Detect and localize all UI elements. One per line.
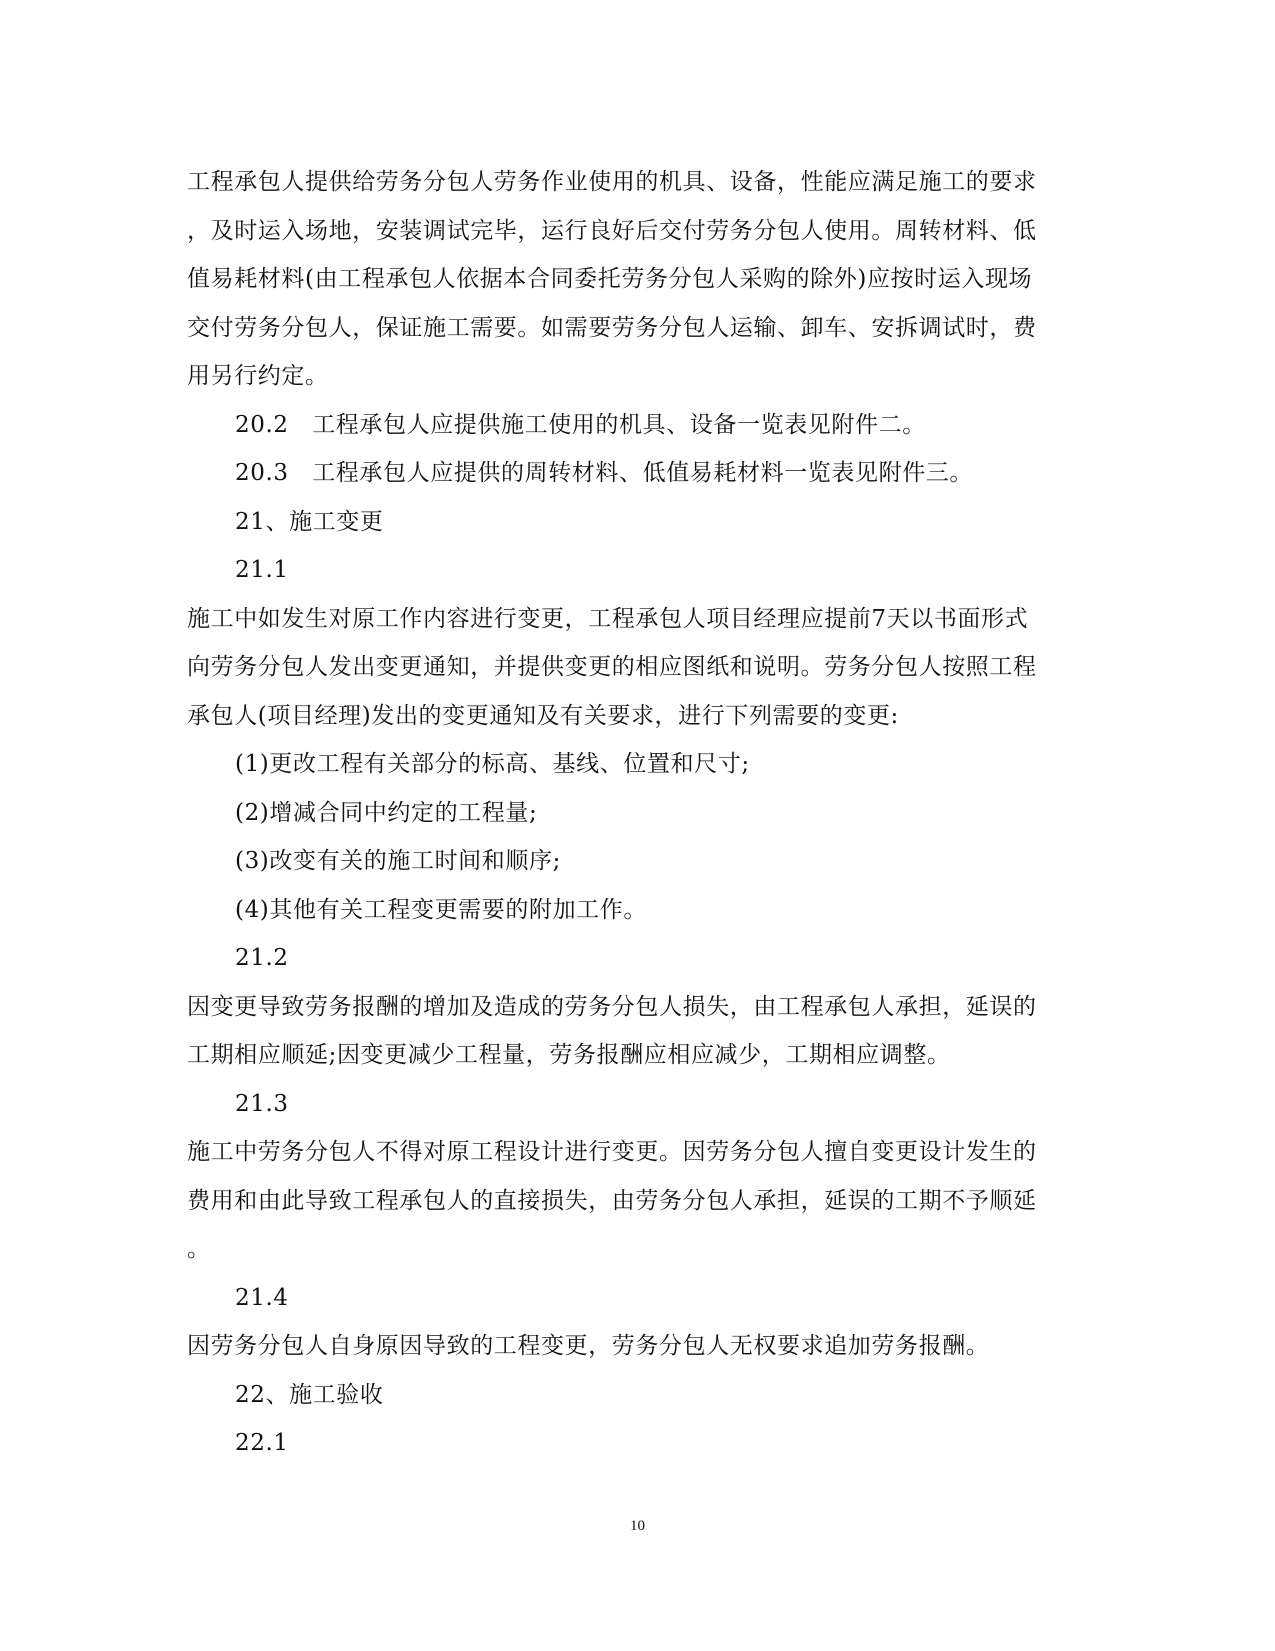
list-item-4: (4)其他有关工程变更需要的附加工作。 <box>235 896 647 923</box>
text-line: 交付劳务分包人，保证施工需要。如需要劳务分包人运输、卸车、安拆调试时，费 <box>187 314 1037 341</box>
text-line: 施工中劳务分包人不得对原工程设计进行变更。因劳务分包人擅自变更设计发生的 <box>187 1139 1037 1165</box>
list-item-3: (3)改变有关的施工时间和顺序; <box>235 848 561 874</box>
text-line: 值易耗材料(由工程承包人依据本合同委托劳务分包人采购的除外)应按时运入现场 <box>187 266 1033 292</box>
text-line: 工期相应顺延;因变更减少工程量，劳务报酬应相应减少，工期相应调整。 <box>187 1042 951 1068</box>
list-item-1: (1)更改工程有关部分的标高、基线、位置和尺寸; <box>235 751 750 777</box>
clause-20-2: 20.2 工程承包人应提供施工使用的机具、设备一览表见附件二。 <box>235 411 926 438</box>
text-line: 向劳务分包人发出变更通知，并提供变更的相应图纸和说明。劳务分包人按照工程 <box>187 654 1037 680</box>
text-line: 费用和由此导致工程承包人的直接损失，由劳务分包人承担，延误的工期不予顺延 <box>187 1187 1037 1214</box>
text-line: 工程承包人提供给劳务分包人劳务作业使用的机具、设备，性能应满足施工的要求 <box>187 169 1037 195</box>
clause-number-21-2: 21.2 <box>235 945 289 971</box>
section-heading-22: 22、施工验收 <box>235 1381 384 1408</box>
clause-number-22-1: 22.1 <box>235 1430 289 1456</box>
clause-number-21-1: 21.1 <box>235 557 289 583</box>
text-line: 承包人(项目经理)发出的变更通知及有关要求，进行下列需要的变更: <box>187 702 899 729</box>
text-line: 施工中如发生对原工作内容进行变更，工程承包人项目经理应提前7天以书面形式 <box>187 605 1029 632</box>
text-line: 因变更导致劳务报酬的增加及造成的劳务分包人损失，由工程承包人承担，延误的 <box>187 993 1037 1020</box>
text-line: ，及时运入场地，安装调试完毕，运行良好后交付劳务分包人使用。周转材料、低 <box>187 217 1037 244</box>
text-line: 因劳务分包人自身原因导致的工程变更，劳务分包人无权要求追加劳务报酬。 <box>187 1333 990 1359</box>
text-line: 。 <box>187 1236 211 1262</box>
clause-number-21-4: 21.4 <box>235 1284 289 1311</box>
page-number: 10 <box>630 1518 645 1534</box>
list-item-2: (2)增减合同中约定的工程量; <box>235 799 538 826</box>
body-text <box>187 158 1087 1468</box>
clause-number-21-3: 21.3 <box>235 1090 289 1117</box>
text-line: 用另行约定。 <box>187 363 329 389</box>
section-heading-21: 21、施工变更 <box>235 508 384 535</box>
clause-20-3: 20.3 工程承包人应提供的周转材料、低值易耗材料一览表见附件三。 <box>235 460 974 486</box>
